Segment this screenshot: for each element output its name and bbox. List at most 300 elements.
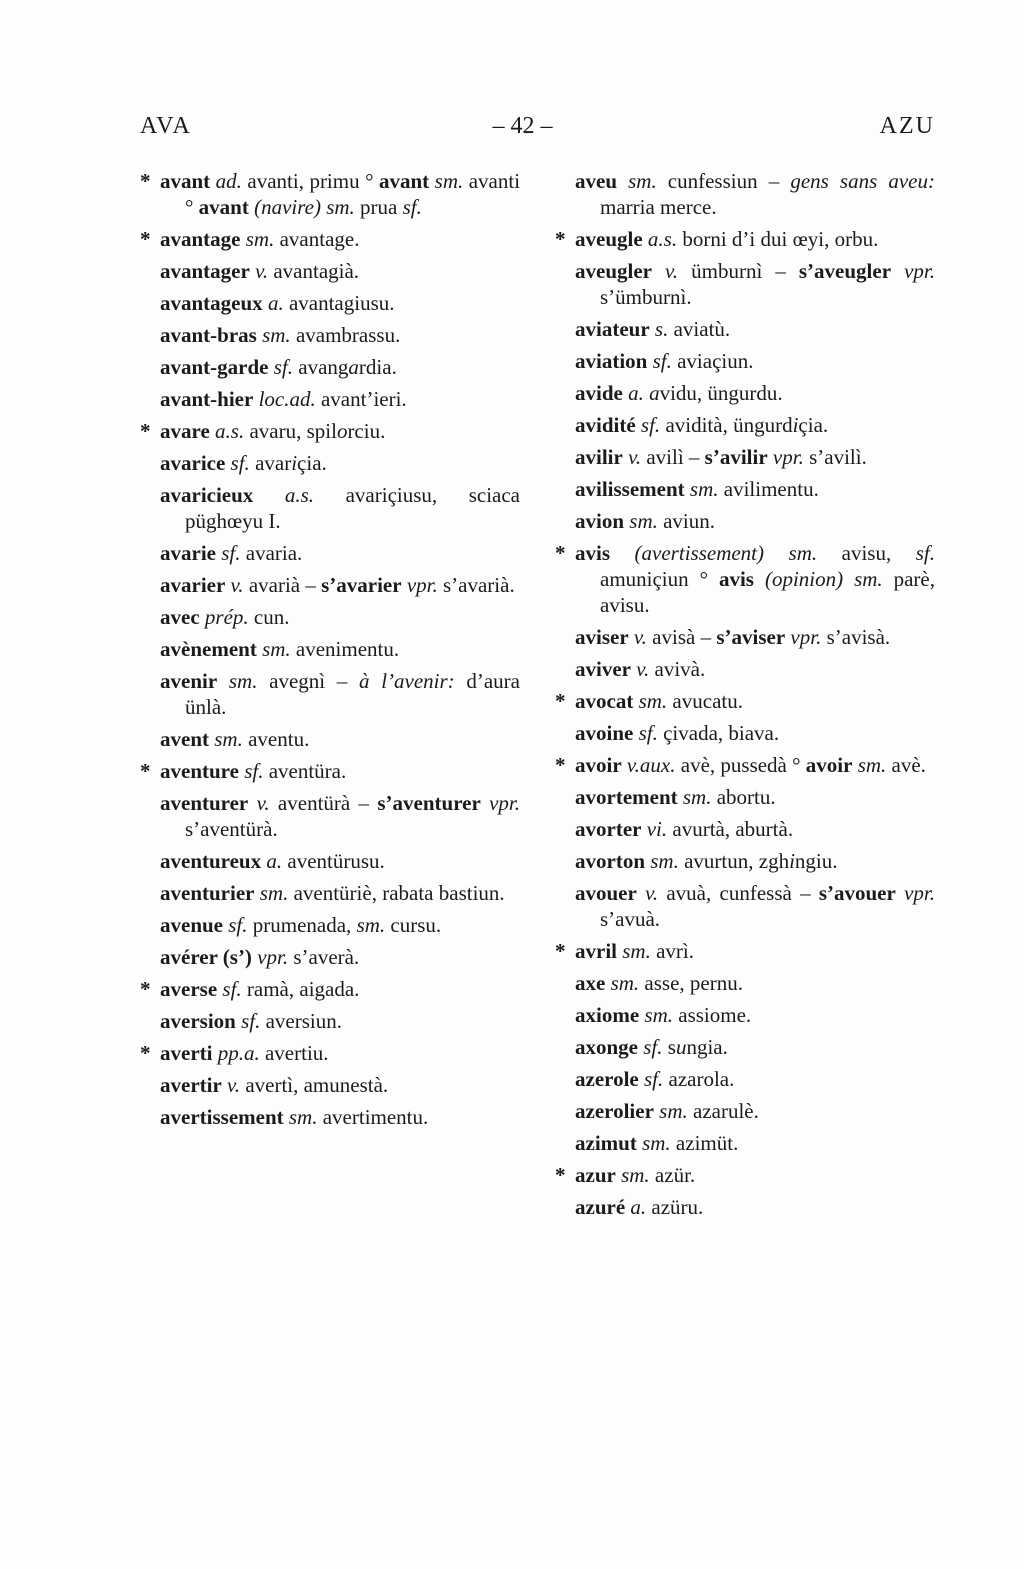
- grammar-label: (avertissement) sm.: [634, 541, 818, 565]
- translation-text: parè, avisu.: [600, 567, 936, 617]
- translation-text: avariçiusu, sciaca püghœyu I.: [185, 483, 521, 533]
- grammar-label: sf.: [638, 721, 658, 745]
- dictionary-entry: [140, 726, 520, 752]
- headword: s’aviser: [716, 625, 786, 649]
- dictionary-entry: [140, 386, 520, 412]
- translation-text: avanti, primu °: [241, 169, 379, 193]
- headword: avion: [575, 509, 625, 533]
- dictionary-entry: [140, 880, 520, 906]
- grammar-label: sf.: [652, 349, 672, 373]
- translation-text: aventürà –: [269, 791, 378, 815]
- translation-text: aviaçiun.: [671, 349, 754, 373]
- grammar-label: i: [792, 413, 799, 437]
- headword: s’aveugler: [798, 259, 892, 283]
- grammar-label: à l’avenir:: [359, 669, 455, 693]
- grammar-label: gens sans aveu:: [790, 169, 935, 193]
- grammar-label: vpr.: [257, 945, 289, 969]
- translation-text: s’ümburnì.: [600, 285, 692, 309]
- translation-text: avertiu.: [259, 1041, 329, 1065]
- grammar-label: ad.: [215, 169, 242, 193]
- grammar-label: sf.: [230, 451, 250, 475]
- grammar-label: sf.: [644, 1067, 664, 1091]
- translation-text: aviun.: [657, 509, 716, 533]
- grammar-label: sm.: [638, 689, 668, 713]
- dictionary-entry: [555, 970, 935, 996]
- grammar-label: v.: [645, 881, 659, 905]
- headword: avertissement: [160, 1105, 284, 1129]
- translation-text: avant’ieri.: [315, 387, 407, 411]
- translation-text: aventu.: [242, 727, 310, 751]
- translation-text: ümburnì –: [678, 259, 799, 283]
- grammar-label: sm.: [434, 169, 464, 193]
- headword: aversion: [160, 1009, 236, 1033]
- translation-text: çia.: [297, 451, 327, 475]
- dictionary-entry: [140, 1040, 520, 1066]
- translation-text: s: [662, 1035, 676, 1059]
- star-marker: *: [140, 169, 151, 193]
- grammar-label: sf.: [244, 759, 264, 783]
- dictionary-entry: [140, 976, 520, 1002]
- headword: avorton: [575, 849, 645, 873]
- header-guide-word-right: AZU: [879, 113, 935, 139]
- grammar-label: vpr.: [489, 791, 521, 815]
- headword: axe: [575, 971, 606, 995]
- translation-text: avilì –: [641, 445, 705, 469]
- headword: azerolier: [575, 1099, 654, 1123]
- star-marker: *: [555, 227, 566, 251]
- headword: avant: [378, 169, 430, 193]
- translation-text: s’aventürà.: [185, 817, 278, 841]
- translation-text: cursu.: [385, 913, 442, 937]
- grammar-label: v.: [255, 259, 269, 283]
- translation-text: avuà, cunfessà –: [658, 881, 819, 905]
- dictionary-entry: [140, 790, 520, 842]
- dictionary-entry: [140, 944, 520, 970]
- translation-text: aventüriè, rabata bastiun.: [288, 881, 505, 905]
- translation-text: avè.: [886, 753, 926, 777]
- translation-text: avarià –: [243, 573, 322, 597]
- headword: avant-garde: [160, 355, 269, 379]
- dictionary-entry: [140, 354, 520, 380]
- grammar-label: a: [649, 381, 660, 405]
- headword: azur: [575, 1163, 616, 1187]
- translation-text: [637, 881, 645, 905]
- translation-text: s’avuà.: [600, 907, 661, 931]
- grammar-label: sm.: [628, 169, 657, 193]
- grammar-label: a.: [628, 381, 644, 405]
- dictionary-entry: [140, 668, 520, 720]
- grammar-label: sf.: [228, 913, 248, 937]
- headword: avant: [198, 195, 249, 219]
- translation-text: [754, 567, 765, 591]
- translation-text: avertì, amunestà.: [240, 1073, 389, 1097]
- dictionary-entry: [555, 540, 935, 618]
- headword: aviser: [575, 625, 629, 649]
- grammar-label: v.: [227, 1073, 241, 1097]
- translation-text: aversiun.: [260, 1009, 342, 1033]
- dictionary-entry: [555, 258, 935, 310]
- grammar-label: (navire) sm.: [254, 195, 355, 219]
- translation-text: aventüra.: [263, 759, 347, 783]
- grammar-label: sm.: [356, 913, 386, 937]
- star-marker: *: [140, 227, 151, 251]
- translation-text: vidu, üngurdu.: [659, 381, 783, 405]
- dictionary-entry: [140, 290, 520, 316]
- dictionary-entry: [140, 258, 520, 284]
- translation-text: ngiu.: [794, 849, 838, 873]
- headword: aventurer: [160, 791, 249, 815]
- translation-text: aviatù.: [668, 317, 731, 341]
- headword: s’avilir: [704, 445, 768, 469]
- grammar-label: v.: [256, 791, 270, 815]
- headword: aveugler: [575, 259, 652, 283]
- grammar-label: sm.: [262, 323, 291, 347]
- grammar-label: v.: [230, 573, 244, 597]
- headword: avare: [160, 419, 210, 443]
- translation-text: avilimentu.: [718, 477, 819, 501]
- headword: avaricieux: [160, 483, 254, 507]
- star-marker: *: [555, 1163, 566, 1187]
- grammar-label: a.: [630, 1195, 647, 1219]
- headword: aviation: [575, 349, 648, 373]
- translation-text: marria merce.: [600, 195, 717, 219]
- translation-text: avantagiusu.: [283, 291, 395, 315]
- translation-text: s’avisà.: [821, 625, 891, 649]
- translation-text: avivà.: [649, 657, 706, 681]
- grammar-label: sm.: [629, 509, 658, 533]
- dictionary-entry: [140, 604, 520, 630]
- translation-text: azür.: [649, 1163, 696, 1187]
- headword: averti: [160, 1041, 213, 1065]
- translation-text: avisu,: [817, 541, 916, 565]
- headword: avocat: [575, 689, 634, 713]
- grammar-label: v.: [633, 625, 647, 649]
- translation-text: çivada, biava.: [657, 721, 780, 745]
- translation-text: s’averà.: [288, 945, 360, 969]
- headword: s’avouer: [818, 881, 896, 905]
- translation-text: avaru, spil: [244, 419, 337, 443]
- translation-text: azarulè.: [687, 1099, 759, 1123]
- grammar-label: sm.: [682, 785, 712, 809]
- grammar-label: vpr.: [790, 625, 822, 649]
- dictionary-entry: [140, 450, 520, 476]
- translation-text: avenimentu.: [290, 637, 400, 661]
- dictionary-entry: [555, 412, 935, 438]
- column-left: [140, 168, 520, 1226]
- dictionary-entry: [555, 880, 935, 932]
- translation-text: avucatu.: [667, 689, 743, 713]
- headword: avide: [575, 381, 623, 405]
- headword: azuré: [575, 1195, 626, 1219]
- dictionary-entry: [555, 688, 935, 714]
- translation-text: avertimentu.: [317, 1105, 429, 1129]
- grammar-label: sm.: [622, 939, 651, 963]
- headword: avantageux: [160, 291, 263, 315]
- dictionary-entry: [555, 656, 935, 682]
- translation-text: avidità, üngurd: [660, 413, 793, 437]
- grammar-label: i: [789, 849, 795, 873]
- headword: avarier: [160, 573, 226, 597]
- translation-text: ramà, aigada.: [241, 977, 360, 1001]
- headword: avantager: [160, 259, 250, 283]
- translation-text: avaria.: [240, 541, 303, 565]
- headword: avérer (s’): [160, 945, 252, 969]
- translation-text: azimüt.: [670, 1131, 739, 1155]
- headword: aveugle: [575, 227, 643, 251]
- dictionary-entry: [140, 482, 520, 534]
- header-guide-word-left: AVA: [140, 113, 192, 139]
- grammar-label: prép.: [204, 605, 249, 629]
- grammar-label: v.: [628, 445, 642, 469]
- dictionary-entry: [555, 816, 935, 842]
- headword: avis: [575, 541, 611, 565]
- dictionary-entry: [555, 1066, 935, 1092]
- translation-text: avè, pussedà °: [675, 753, 806, 777]
- translation-text: assiome.: [673, 1003, 752, 1027]
- grammar-label: sm.: [610, 971, 640, 995]
- headword: aviver: [575, 657, 631, 681]
- dictionary-entry: [555, 168, 935, 220]
- headword: avortement: [575, 785, 678, 809]
- grammar-label: sm.: [621, 1163, 650, 1187]
- headword: avant: [160, 169, 211, 193]
- headword: avarie: [160, 541, 216, 565]
- dictionary-entry: [555, 720, 935, 746]
- grammar-label: sm.: [288, 1105, 318, 1129]
- grammar-label: vpr.: [772, 445, 804, 469]
- headword: avilir: [575, 445, 623, 469]
- dictionary-entry: [140, 848, 520, 874]
- grammar-label: (opinion) sm.: [764, 567, 883, 591]
- dictionary-entry: [555, 624, 935, 650]
- headword: azimut: [575, 1131, 637, 1155]
- star-marker: *: [555, 939, 566, 963]
- grammar-label: sm.: [659, 1099, 688, 1123]
- dictionary-entry: [140, 636, 520, 662]
- dictionary-entry: [555, 752, 935, 778]
- translation-text: avisà –: [646, 625, 717, 649]
- dictionary-entry: [555, 348, 935, 374]
- dictionary-entry: [555, 848, 935, 874]
- grammar-label: a.: [267, 291, 284, 315]
- translation-text: [652, 259, 665, 283]
- dictionary-entry: [140, 572, 520, 598]
- translation-text: [248, 791, 256, 815]
- translation-text: [891, 259, 904, 283]
- grammar-label: v.: [665, 259, 679, 283]
- translation-text: amuniçiun °: [600, 567, 719, 591]
- headword: avoine: [575, 721, 634, 745]
- dictionary-entry: [555, 380, 935, 406]
- headword: avenue: [160, 913, 223, 937]
- headword: averse: [160, 977, 218, 1001]
- dictionary-entry: [140, 1008, 520, 1034]
- grammar-label: vpr.: [904, 259, 936, 283]
- dictionary-entry: [140, 912, 520, 938]
- translation-text: [896, 881, 904, 905]
- dictionary-entry: [555, 938, 935, 964]
- headword: aventureux: [160, 849, 262, 873]
- headword: axonge: [575, 1035, 638, 1059]
- grammar-label: v.aux.: [626, 753, 676, 777]
- grammar-label: a.s.: [215, 419, 245, 443]
- grammar-label: u: [675, 1035, 687, 1059]
- dictionary-entry: [555, 1002, 935, 1028]
- grammar-label: vpr.: [904, 881, 936, 905]
- headword: s’aventurer: [377, 791, 481, 815]
- grammar-label: sm.: [214, 727, 243, 751]
- grammar-label: sm.: [259, 881, 289, 905]
- column-right: [555, 168, 935, 1226]
- headword: avidité: [575, 413, 636, 437]
- dictionary-entry: [140, 758, 520, 784]
- headword: s’avarier: [321, 573, 402, 597]
- translation-text: abortu.: [711, 785, 776, 809]
- headword: avoir: [575, 753, 622, 777]
- grammar-label: vpr.: [406, 573, 438, 597]
- grammar-label: sf.: [273, 355, 294, 379]
- translation-text: avrì.: [650, 939, 694, 963]
- translation-text: avurtà, aburtà.: [667, 817, 794, 841]
- translation-text: asse, pernu.: [639, 971, 743, 995]
- star-marker: *: [140, 977, 151, 1001]
- translation-text: avar: [249, 451, 292, 475]
- translation-text: ngia.: [686, 1035, 728, 1059]
- translation-text: [253, 483, 285, 507]
- translation-text: prumenada,: [247, 913, 357, 937]
- star-marker: *: [140, 1041, 151, 1065]
- headword: avènement: [160, 637, 257, 661]
- dictionary-entry: [140, 1104, 520, 1130]
- grammar-label: sf.: [640, 413, 661, 437]
- headword: avertir: [160, 1073, 222, 1097]
- dictionary-entry: [555, 476, 935, 502]
- star-marker: *: [140, 759, 151, 783]
- translation-text: avantagià.: [268, 259, 360, 283]
- star-marker: *: [140, 419, 151, 443]
- grammar-label: a: [348, 355, 359, 379]
- dictionary-entry: [555, 784, 935, 810]
- dictionary-entry: [555, 508, 935, 534]
- grammar-label: sm.: [857, 753, 887, 777]
- translation-text: [617, 169, 628, 193]
- grammar-label: a.s.: [647, 227, 678, 251]
- grammar-label: pp.a.: [217, 1041, 260, 1065]
- translation-text: avantage.: [274, 227, 360, 251]
- page-header: [140, 112, 935, 142]
- grammar-label: sm.: [650, 849, 679, 873]
- dictionary-entry: [555, 1162, 935, 1188]
- grammar-label: s.: [654, 317, 669, 341]
- grammar-label: sm.: [644, 1003, 673, 1027]
- headword: aventurier: [160, 881, 255, 905]
- dictionary-entry: [140, 168, 520, 220]
- translation-text: [217, 669, 229, 693]
- grammar-label: sf.: [221, 541, 241, 565]
- grammar-label: sm.: [689, 477, 719, 501]
- translation-text: avanti °: [185, 169, 521, 219]
- dictionary-entry: [555, 1130, 935, 1156]
- translation-text: azüru.: [646, 1195, 704, 1219]
- headword: avril: [575, 939, 617, 963]
- dictionary-entry: [140, 1072, 520, 1098]
- star-marker: *: [555, 689, 566, 713]
- grammar-label: i: [291, 451, 298, 475]
- translation-text: borni d’i dui œyi, orbu.: [677, 227, 879, 251]
- translation-text: rdia.: [358, 355, 397, 379]
- translation-text: azarola.: [663, 1067, 735, 1091]
- headword: avent: [160, 727, 209, 751]
- translation-text: aventürusu.: [282, 849, 385, 873]
- dictionary-entry: [555, 226, 935, 252]
- star-marker: *: [555, 541, 566, 565]
- text-columns: [140, 168, 935, 1226]
- headword: avantage: [160, 227, 241, 251]
- translation-text: avang: [293, 355, 349, 379]
- translation-text: s’avilì.: [803, 445, 867, 469]
- dictionary-entry: [555, 1194, 935, 1220]
- translation-text: [481, 791, 489, 815]
- translation-text: rciu.: [347, 419, 386, 443]
- grammar-label: loc.ad.: [258, 387, 316, 411]
- headword: avorter: [575, 817, 642, 841]
- grammar-label: sf.: [915, 541, 936, 565]
- headword: avenir: [160, 669, 218, 693]
- headword: avarice: [160, 451, 226, 475]
- dictionary-entry: [140, 322, 520, 348]
- headword: avilissement: [575, 477, 685, 501]
- translation-text: prua: [354, 195, 403, 219]
- grammar-label: sm.: [245, 227, 275, 251]
- star-marker: *: [555, 753, 566, 777]
- headword: avant-hier: [160, 387, 254, 411]
- translation-text: s’avarià.: [437, 573, 515, 597]
- translation-text: cunfessiun –: [656, 169, 791, 193]
- dictionary-entry: [555, 444, 935, 470]
- grammar-label: sf.: [643, 1035, 663, 1059]
- grammar-label: vi.: [646, 817, 668, 841]
- page-number: – 42 –: [492, 113, 553, 139]
- headword: avis: [718, 567, 754, 591]
- headword: avouer: [575, 881, 637, 905]
- grammar-label: sf.: [241, 1009, 261, 1033]
- dictionary-entry: [555, 1034, 935, 1060]
- grammar-label: o: [336, 419, 348, 443]
- grammar-label: a.: [266, 849, 283, 873]
- grammar-label: sf.: [402, 195, 422, 219]
- grammar-label: sm.: [262, 637, 291, 661]
- grammar-label: a.s.: [284, 483, 315, 507]
- headword: aviateur: [575, 317, 650, 341]
- dictionary-entry: [140, 226, 520, 252]
- dictionary-entry: [140, 418, 520, 444]
- headword: avant-bras: [160, 323, 257, 347]
- translation-text: avegnì –: [257, 669, 359, 693]
- dictionary-entry: [140, 540, 520, 566]
- grammar-label: sm.: [228, 669, 258, 693]
- dictionary-entry: [555, 316, 935, 342]
- translation-text: çia.: [798, 413, 829, 437]
- translation-text: d’aura ünlà.: [185, 669, 520, 719]
- translation-text: avurtun, zgh: [678, 849, 790, 873]
- grammar-label: sm.: [642, 1131, 671, 1155]
- headword: avec: [160, 605, 200, 629]
- headword: azerole: [575, 1067, 639, 1091]
- translation-text: avambrassu.: [290, 323, 401, 347]
- headword: avoir: [805, 753, 853, 777]
- headword: axiome: [575, 1003, 640, 1027]
- headword: aveu: [575, 169, 617, 193]
